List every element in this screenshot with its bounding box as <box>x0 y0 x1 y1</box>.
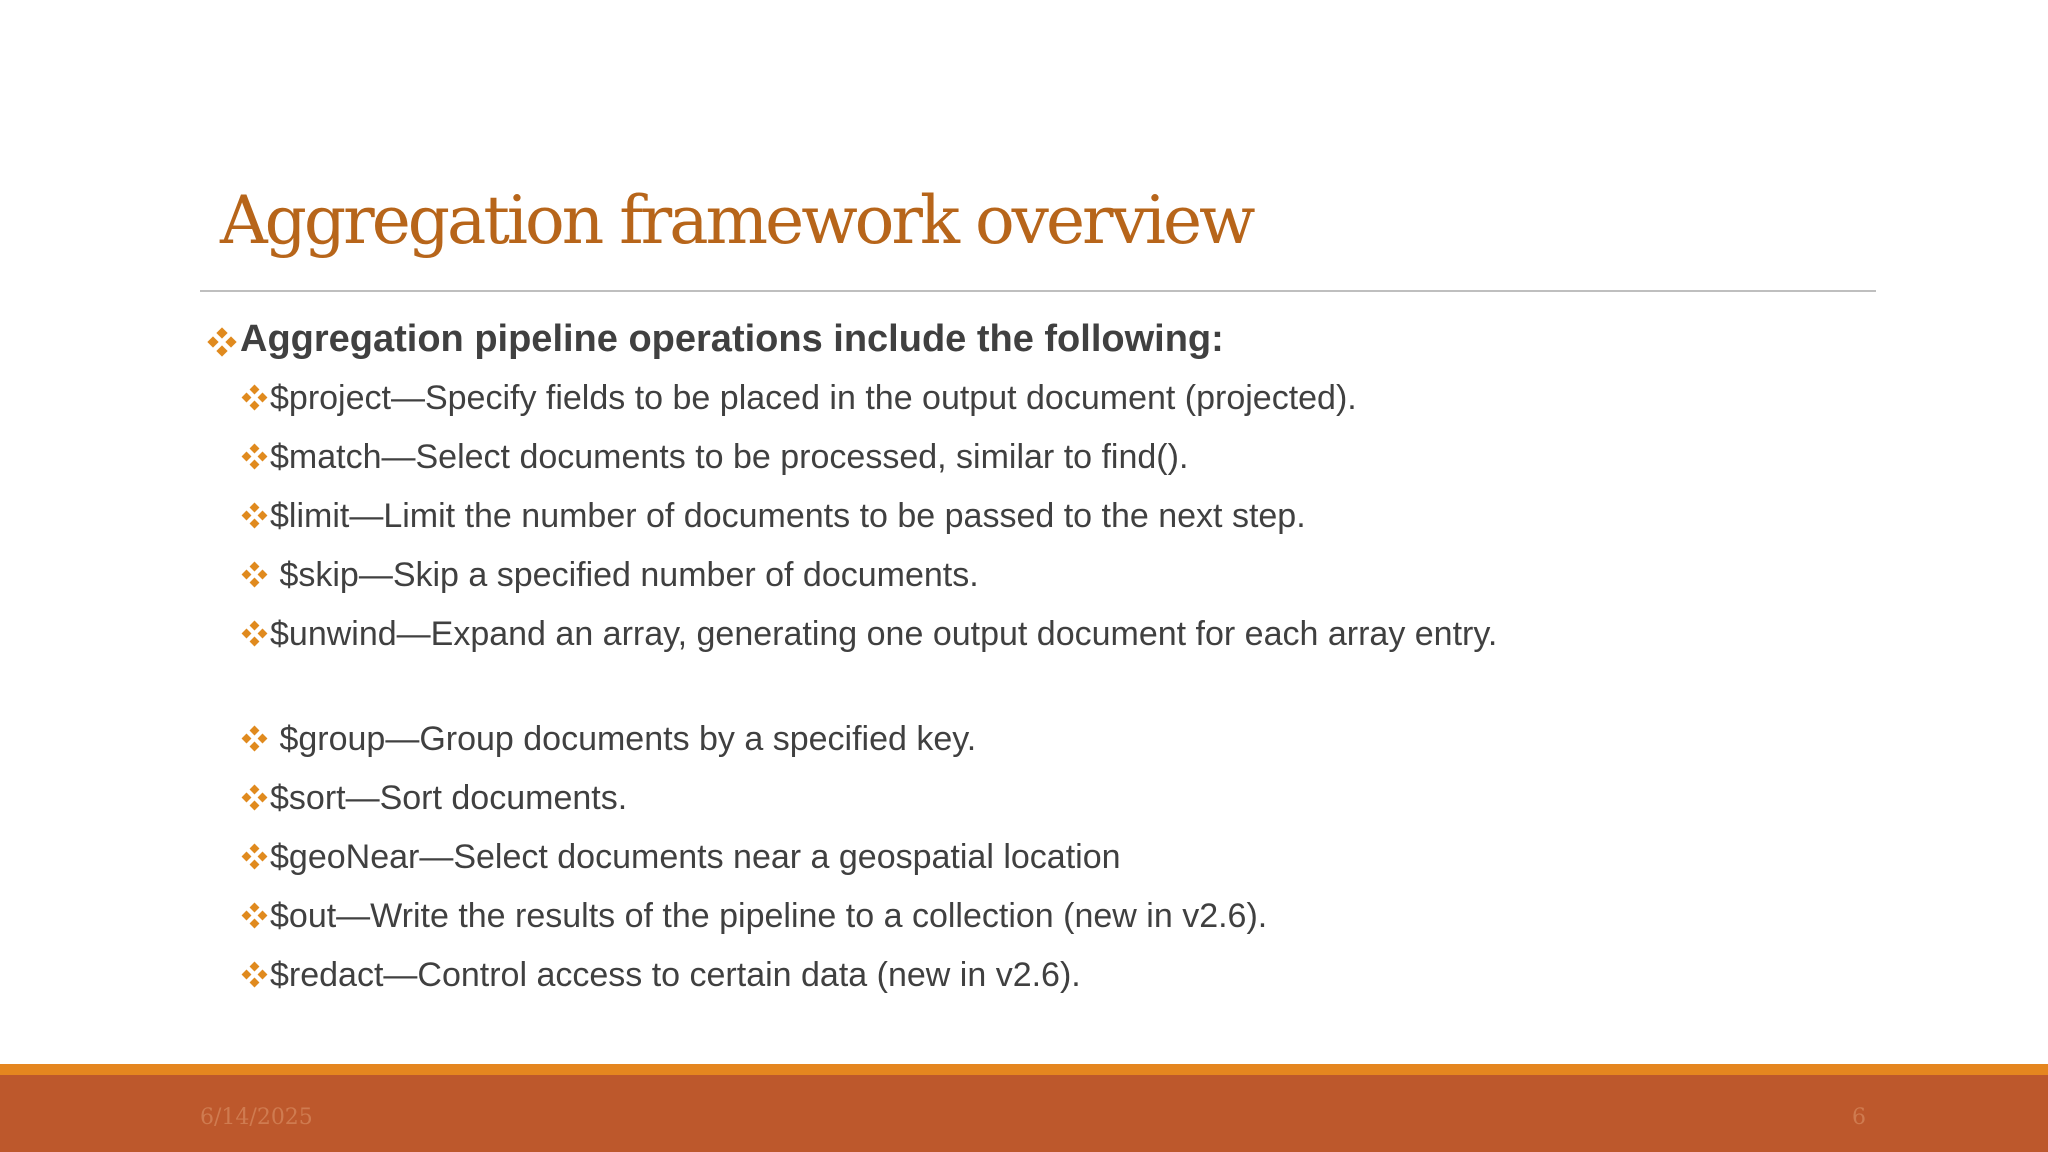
list-item <box>240 893 1267 939</box>
four-diamond-bullet-icon <box>206 326 238 358</box>
list-item <box>240 952 1081 998</box>
list-item-text: $skip—Skip a specified number of documents. <box>270 556 979 594</box>
list-item <box>240 493 1306 539</box>
list-item-text: $geoNear—Select documents near a geospatial location <box>270 838 1121 876</box>
four-diamond-bullet-icon <box>240 442 270 472</box>
four-diamond-bullet-icon <box>240 724 270 754</box>
list-item <box>240 375 1357 421</box>
main-bullet-text: Aggregation pipeline operations include the following: <box>240 318 1224 360</box>
list-item <box>240 775 627 821</box>
list-item-text: $project—Specify fields to be placed in the output document (projected). <box>270 379 1357 417</box>
list-item-text: $out—Write the results of the pipeline to a collection (new in v2.6). <box>270 897 1268 935</box>
list-item <box>240 611 1510 657</box>
four-diamond-bullet-icon <box>240 560 270 590</box>
footer-accent-stripe <box>0 1064 2048 1075</box>
list-item-text: $match—Select documents to be processed, similar to find(). <box>270 438 1189 476</box>
list-item <box>240 552 979 598</box>
four-diamond-bullet-icon <box>240 619 270 649</box>
four-diamond-bullet-icon <box>240 783 270 813</box>
main-bullet <box>206 318 1224 361</box>
title-divider <box>200 290 1876 292</box>
list-item <box>240 834 1121 880</box>
four-diamond-bullet-icon <box>240 901 270 931</box>
footer-date: 6/14/2025 <box>200 1105 313 1130</box>
slide-number: 6 <box>1852 1105 1866 1130</box>
slide-title: Aggregation framework overview <box>220 182 1253 259</box>
four-diamond-bullet-icon <box>240 501 270 531</box>
list-item-text: $sort—Sort documents. <box>270 779 628 817</box>
list-item <box>240 716 976 762</box>
list-item-text: $limit—Limit the number of documents to be passed to the next step. <box>270 497 1306 535</box>
list-item-text: $unwind—Expand an array, generating one output document for each array entry. <box>270 615 1498 653</box>
list-item-text: $group—Group documents by a specified key. <box>270 720 977 758</box>
list-item-text: $redact—Control access to certain data (new in v2.6). <box>270 956 1081 994</box>
four-diamond-bullet-icon <box>240 383 270 413</box>
four-diamond-bullet-icon <box>240 842 270 872</box>
four-diamond-bullet-icon <box>240 960 270 990</box>
list-item <box>240 434 1188 480</box>
